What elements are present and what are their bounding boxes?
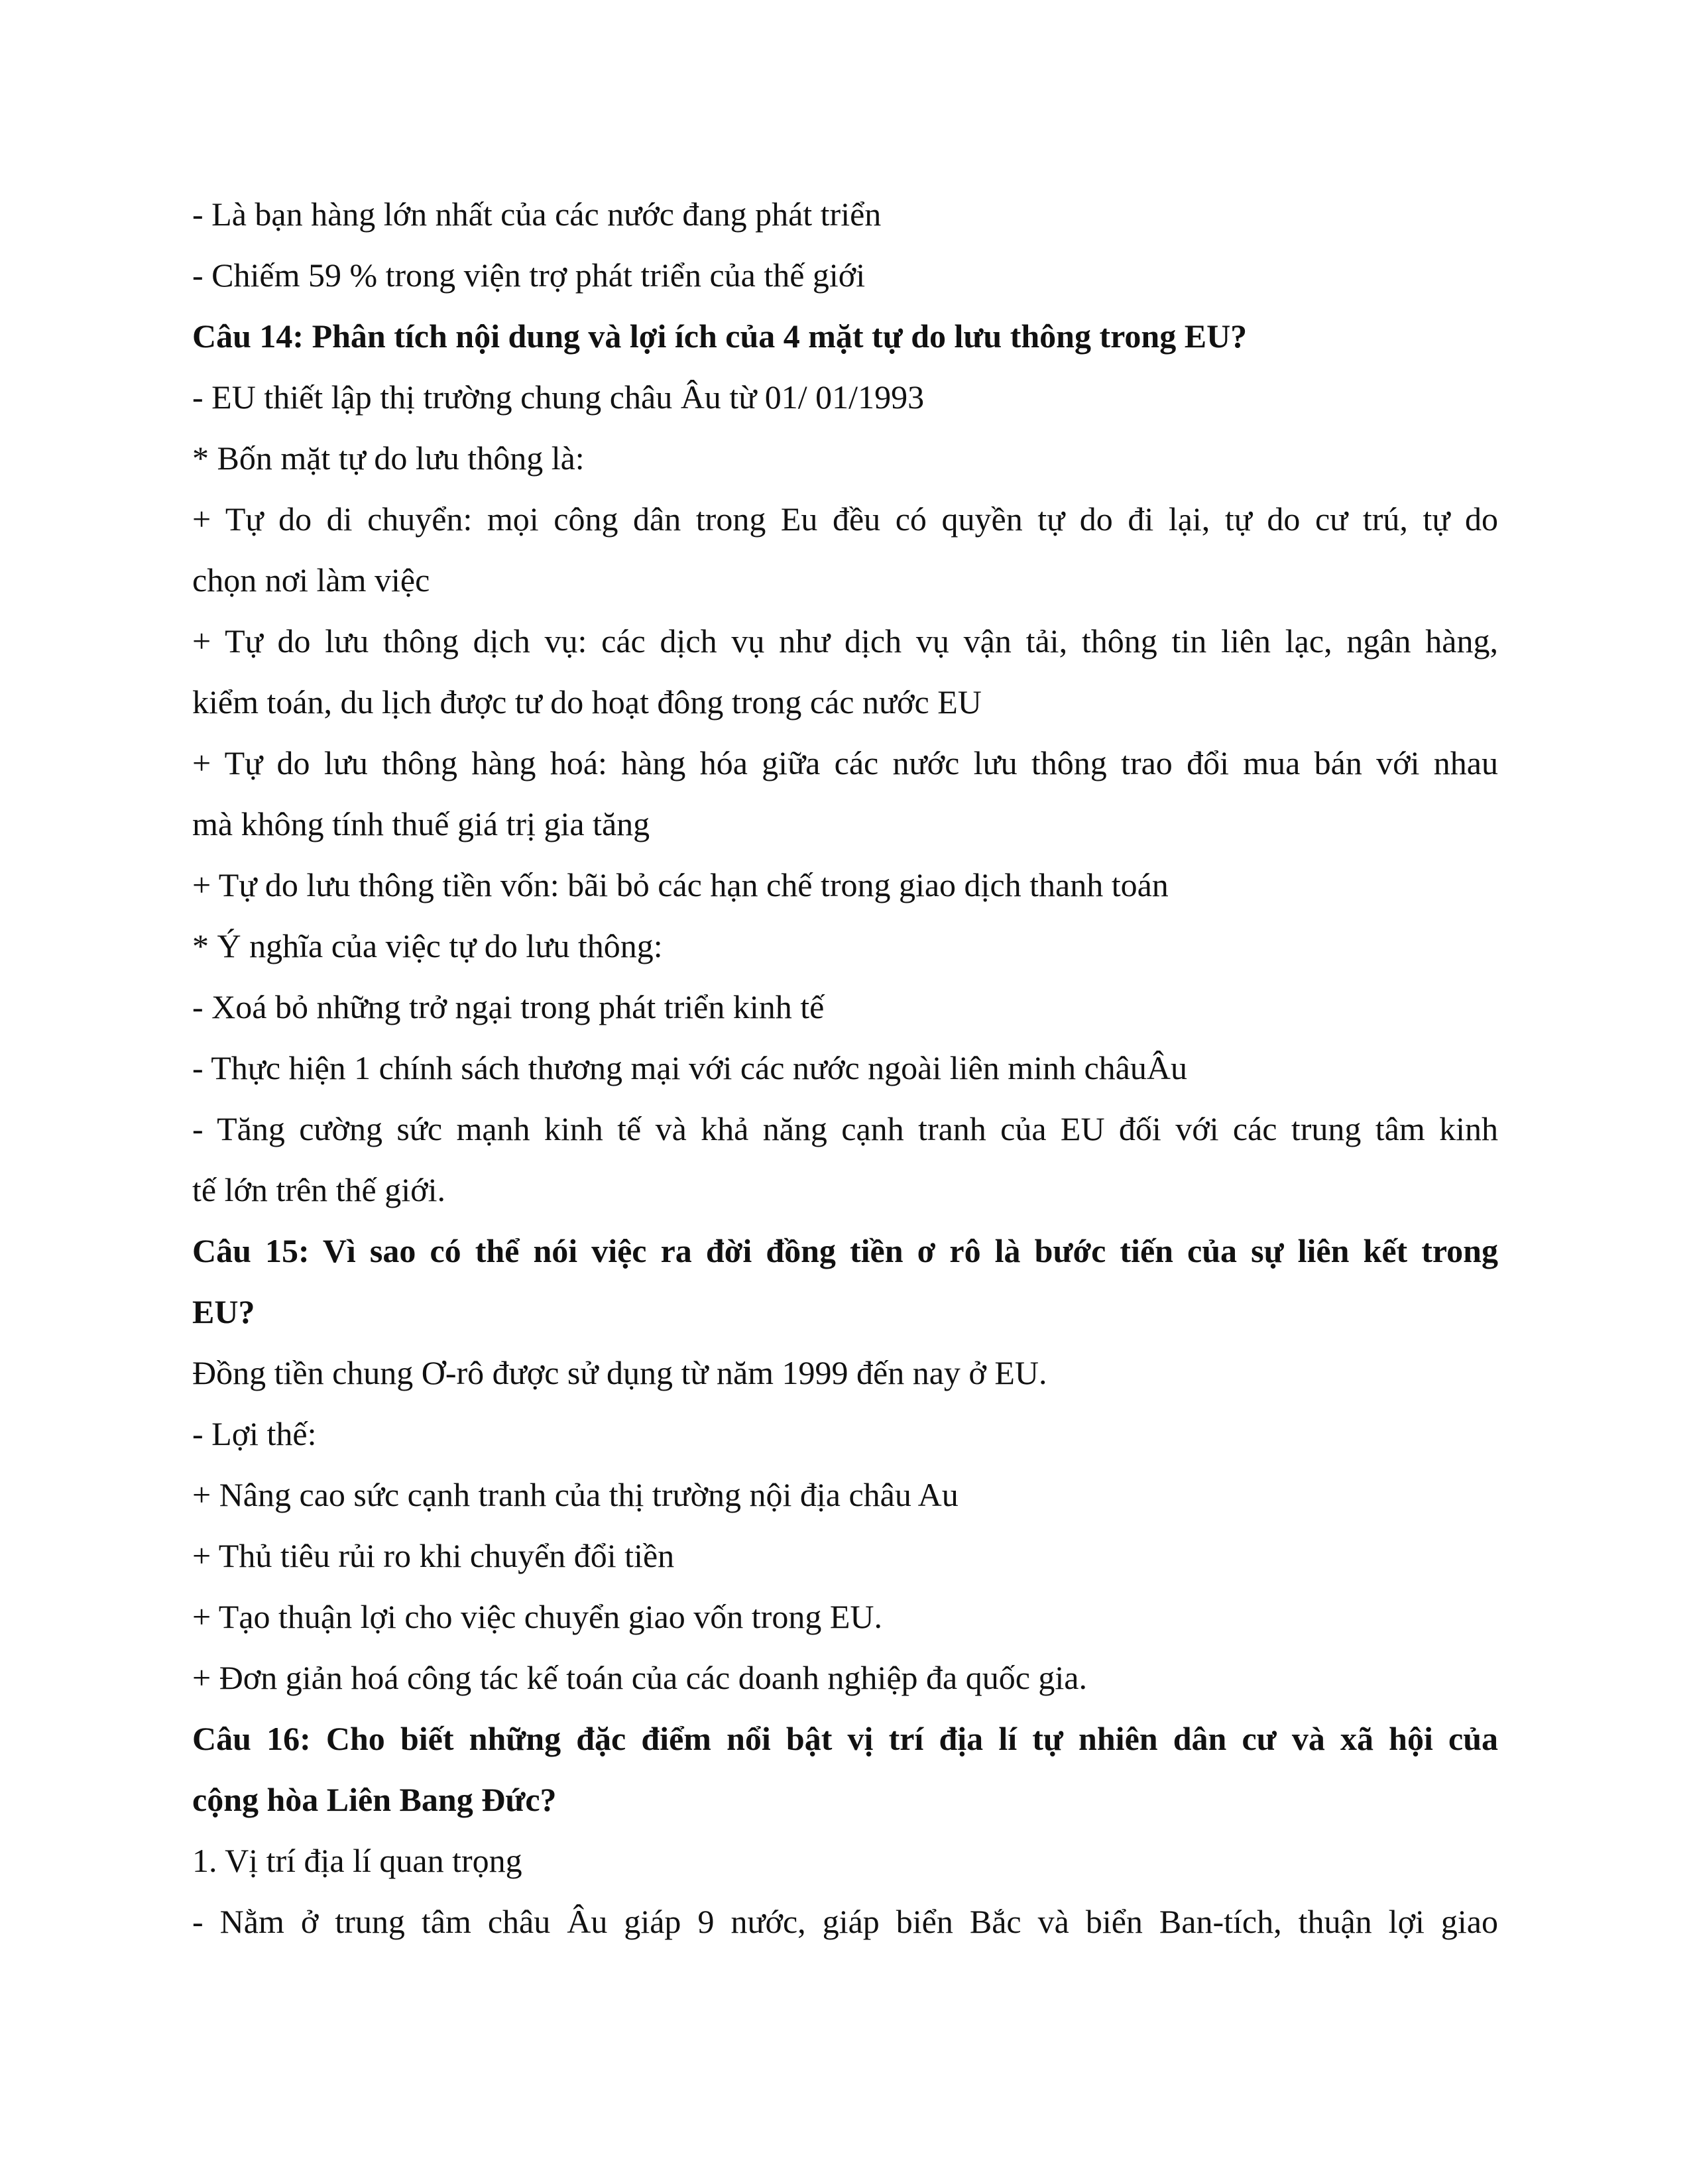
text-line: - Nằm ở trung tâm châu Âu giáp 9 nước, giáp biển Bắc và biển Ban-tích, thuận lợi giao [192, 1903, 1498, 1940]
text-line: + Thủ tiêu rủi ro khi chuyển đổi tiền [192, 1537, 675, 1574]
text-line: - Tăng cường sức mạnh kinh tế và khả năng cạnh tranh của EU đối với các trung tâm kinh [192, 1110, 1498, 1147]
text-line: - Xoá bỏ những trở ngại trong phát triển kinh tế [192, 988, 825, 1025]
text-line: + Đơn giản hoá công tác kế toán của các doanh nghiệp đa quốc gia. [192, 1659, 1087, 1696]
question-heading-line: Câu 16: Cho biết những đặc điểm nổi bật vị trí địa lí tự nhiên dân cư và xã hội của [192, 1720, 1498, 1757]
text-line: 1. Vị trí địa lí quan trọng [192, 1842, 522, 1879]
question-heading-line: Câu 14: Phân tích nội dung và lợi ích của 4 mặt tự do lưu thông trong EU? [192, 317, 1248, 355]
text-line: + Nâng cao sức cạnh tranh của thị trường nội địa châu Au [192, 1476, 959, 1513]
text-line: Đồng tiền chung Ơ-rô được sử dụng từ năm 1999 đến nay ở EU. [192, 1354, 1047, 1391]
text-line: + Tự do lưu thông tiền vốn: bãi bỏ các hạn chế trong giao dịch thanh toán [192, 866, 1169, 903]
document-page [192, 191, 1498, 1959]
text-line: - Chiếm 59 % trong viện trợ phát triển của thế giới [192, 257, 866, 294]
question-heading-line: cộng hòa Liên Bang Đức? [192, 1781, 557, 1818]
text-line: + Tự do lưu thông hàng hoá: hàng hóa giữa các nước lưu thông trao đổi mua bán với nhau [192, 744, 1498, 781]
text-line: - Là bạn hàng lớn nhất của các nước đang phát triển [192, 196, 882, 233]
text-line: - Thực hiện 1 chính sách thương mại với các nước ngoài liên minh châuÂu [192, 1049, 1187, 1086]
text-line: tế lớn trên thế giới. [192, 1171, 445, 1208]
text-line: mà không tính thuế giá trị gia tăng [192, 805, 650, 842]
text-line: + Tự do di chuyển: mọi công dân trong Eu đều có quyền tự do đi lại, tự do cư trú, tự do [192, 500, 1498, 538]
text-line: chọn nơi làm việc [192, 561, 430, 599]
text-line: - EU thiết lập thị trường chung châu Âu từ 01/ 01/1993 [192, 378, 925, 416]
text-line: * Bốn mặt tự do lưu thông là: [192, 439, 585, 477]
text-line: kiểm toán, du lịch được tư do hoạt đông trong các nước EU [192, 683, 982, 720]
text-line: + Tạo thuận lợi cho việc chuyển giao vốn trong EU. [192, 1598, 882, 1635]
question-heading-line: Câu 15: Vì sao có thể nói việc ra đời đồng tiền ơ rô là bước tiến của sự liên kết trong [192, 1232, 1498, 1269]
text-line: - Lợi thế: [192, 1415, 317, 1452]
text-line: + Tự do lưu thông dịch vụ: các dịch vụ như dịch vụ vận tải, thông tin liên lạc, ngân hàng, [192, 622, 1498, 660]
question-heading-line: EU? [192, 1293, 255, 1330]
text-line: * Ý nghĩa của việc tự do lưu thông: [192, 927, 663, 964]
